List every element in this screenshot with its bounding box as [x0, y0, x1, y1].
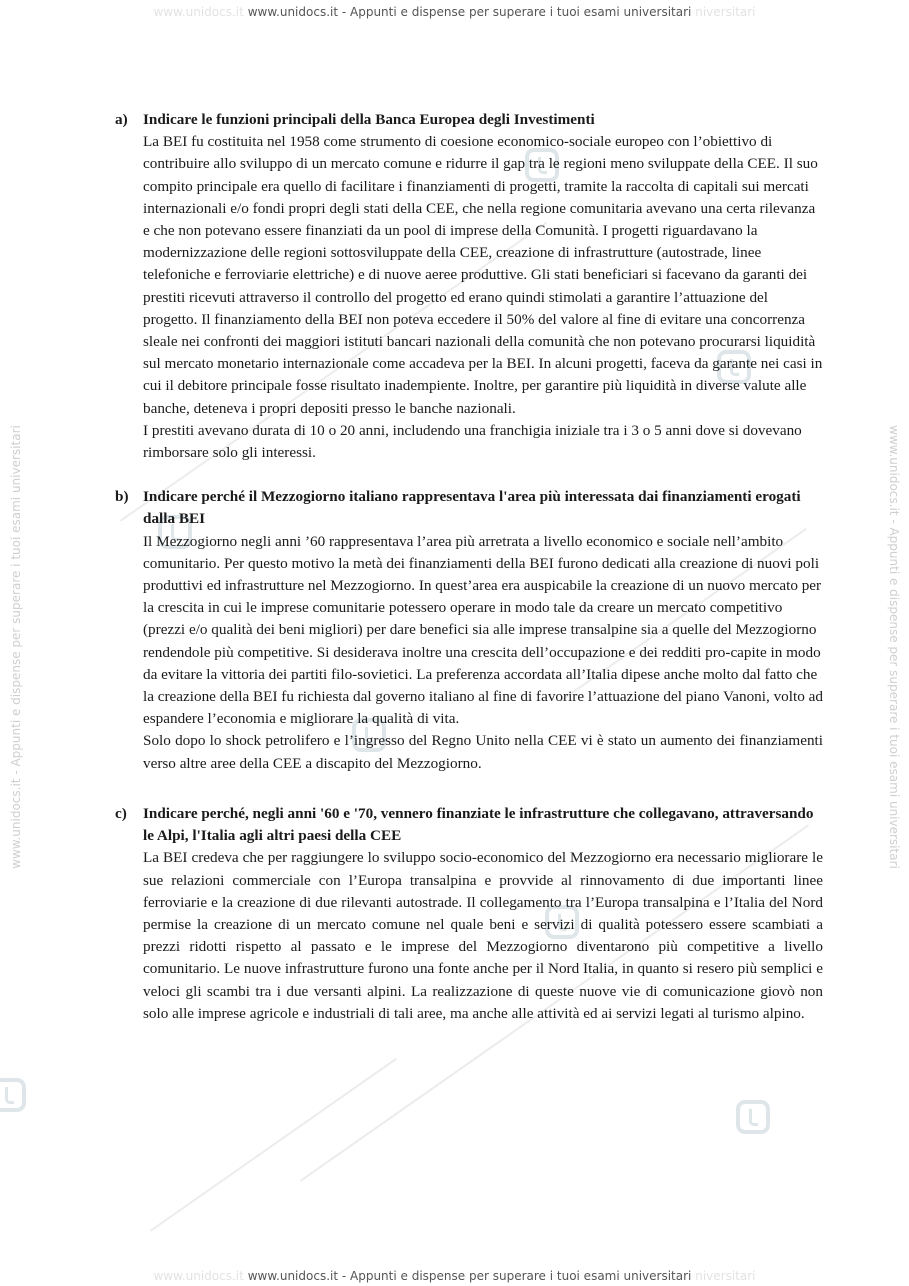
- unidocs-logo-watermark: [736, 1100, 770, 1134]
- question-title: Indicare perché il Mezzogiorno italiano rappresentava l'area più interessata dai finanziamenti erogati dalla BEI: [143, 488, 801, 528]
- header-banner-faded-right: niversitari: [695, 5, 756, 19]
- question-title: Indicare perché, negli anni '60 e '70, vennero finanziate le infrastrutture che collegavano, attraversando le Alpi, l'Italia agli altri paesi della CEE: [143, 804, 814, 845]
- answer-paragraph: La BEI fu costituita nel 1958 come strumento di coesione economico-sociale europeo con l’obiettivo di contribuire allo sviluppo di un mercato comune e ridurre il gap tra le regioni meno sviluppate della CEE. Il suo compito principale era quello di facilitare i finanziamenti di progetti, tramite la raccolta di capitali sui mercati internazionali e/o fondi propri degli stati della CEE, che nella regione comunitaria avevano una certa rilevanza e che non potevano essere finanziati da un pool di imprese della Comunità. I progetti riguardavano la modernizzazione delle regioni sottosviluppate della CEE, creazione di infrastrutture (autostrade, linee telefoniche e ferroviarie elettriche) e di nuove aeree produttive. Gli stati beneficiari si facevano da garanti dei prestiti ricevuti attraverso il controllo del progetto ed erano quindi stimolati a garantire l’attuazione del progetto. Il finanziamento della BEI non poteva eccedere il 50% del valore al fine di evitare una concorrenza sleale nei confronti dei maggiori istituti bancari nazionali della comunità che non potevano procurarsi liquidità sul mercato monetario internazionale come accadeva per la BEI. In alcuni progetti, faceva da garante nei casi in cui il debitore principale fosse risultato inadempiente. Inoltre, per garantire più liquidità in diverse valute alle banche, deteneva i propri depositi presso le banche nazionali.: [143, 133, 823, 417]
- unidocs-logo-watermark: [0, 1078, 26, 1112]
- answer-paragraph: Solo dopo lo shock petrolifero e l’ingresso del Regno Unito nella CEE vi è stato un aumento dei finanziamenti verso altre aree della CEE a discapito del Mezzogiorno.: [143, 732, 823, 772]
- watermark-line: [150, 1058, 397, 1231]
- document-body: [115, 109, 823, 1047]
- header-banner-faded-left: www.unidocs.it: [153, 5, 244, 19]
- question-title: Indicare le funzioni principali della Banca Europea degli Investimenti: [143, 111, 595, 128]
- question-letter: b): [115, 488, 129, 506]
- footer-banner-faded-left: www.unidocs.it: [153, 1269, 244, 1283]
- question-a: [115, 109, 823, 464]
- question-answer: [143, 531, 823, 775]
- header-banner: [0, 5, 909, 19]
- footer-banner-faded-right: niversitari: [695, 1269, 756, 1283]
- question-answer: [143, 131, 823, 464]
- footer-banner-text: www.unidocs.it - Appunti e dispense per superare i tuoi esami universitari: [247, 1269, 692, 1283]
- question-letter: c): [115, 804, 127, 822]
- side-watermark-right: www.unidocs.it - Appunti e dispense per superare i tuoi esami universitari: [887, 425, 901, 869]
- side-watermark-left: www.unidocs.it - Appunti e dispense per superare i tuoi esami universitari: [9, 425, 23, 869]
- answer-paragraph: Il Mezzogiorno negli anni ’60 rappresentava l’area più arretrata a livello economico e sociale nell’ambito comunitario. Per questo motivo la metà dei finanziamenti della BEI furono dedicati alla creazione di nuovi poli produttivi ed infrastrutture nel Mezzogiorno. In quest’area era auspicabile la creazione di un nuovo mercato per la crescita in cui le imprese comunitarie potessero operare in modo tale da creare un mercato competitivo (prezzi e/o qualità dei beni migliori) per dare benefici sia alle imprese transalpine sia a quelle del Mezzogiorno rendendole più competitive. Si desiderava inoltre una crescita dell’occupazione e dei redditi pro-capite in modo da evitare la vittoria dei partiti filo-sovietici. La preferenza accordata all’Italia dipese anche molto dal fatto che la creazione della BEI fu richiesta dal governo italiano al fine di favorire l’attuazione del piano Vanoni, volto ad espandere l’economia e migliorare la qualità di vita.: [143, 532, 823, 728]
- header-banner-text: www.unidocs.it - Appunti e dispense per superare i tuoi esami universitari: [247, 5, 692, 19]
- question-b: [115, 486, 823, 775]
- answer-paragraph: I prestiti avevano durata di 10 o 20 anni, includendo una franchigia iniziale tra i 3 o 5 anni dove si dovevano rimborsare solo gli interessi.: [143, 421, 802, 462]
- question-letter: a): [115, 111, 128, 128]
- answer-paragraph: La BEI credeva che per raggiungere lo sviluppo socio-economico del Mezzogiorno era necessario migliorare le sue relazioni commerciale con l’Europa transalpina e provvide al rinnovamento di due importanti linee ferroviarie e la creazione di due rilevanti autostrade. Il collegamento tra l’Europa transalpina e l’Italia del Nord permise la creazione di un mercato comune nel quale beni e servizi di qualità potessero essere scambiati a prezzi ridotti rispetto al passato e le imprese del Mezzogiorno diventarono più competitive a livello comunitario. Le nuove infrastrutture furono una fonte anche per il Nord Italia, in quanto si resero più semplici e veloci gli scambi tra i due versanti alpini. La realizzazione di queste nuove vie di comunicazione giovò non solo alle imprese agricole e industriali di tali aree, ma anche alle attività ed ai servizi legati al turismo alpino.: [143, 849, 823, 1022]
- question-answer: [143, 847, 823, 1025]
- footer-banner: [0, 1269, 909, 1283]
- question-c: [115, 803, 823, 1025]
